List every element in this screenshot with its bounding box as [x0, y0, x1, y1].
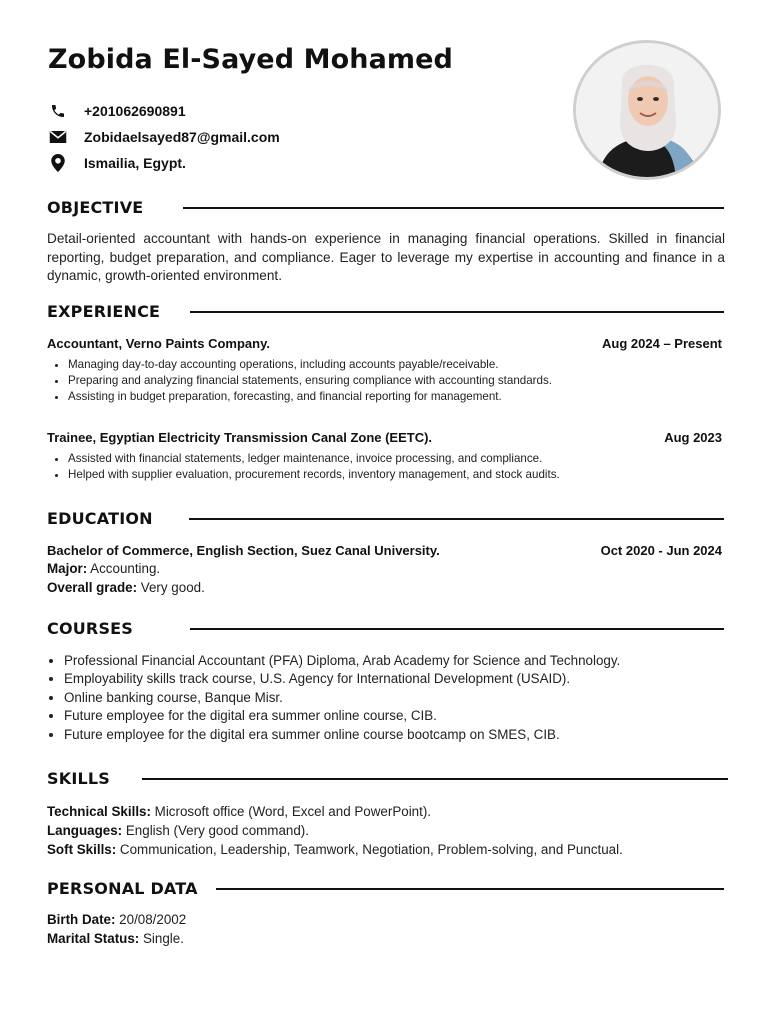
skills-title: SKILLS	[47, 769, 110, 788]
marital-status-line	[47, 930, 186, 949]
languages-label: Languages:	[47, 822, 123, 838]
technical-skills-label: Technical Skills:	[47, 804, 151, 819]
objective-text: Detail-oriented accountant with hands-on experience in managing financial operations. Skilled in financial reporting, budget preparation, and compliance. Eager to leverage my expertise in accounting and finance in a dynamic, growth-oriented environment.	[47, 231, 725, 283]
personal-divider	[216, 888, 724, 890]
technical-skills-value: Microsoft office (Word, Excel and PowerPoint).	[150, 804, 432, 819]
list-item: • Online banking course, Banque Misr.	[64, 689, 754, 707]
major-label: Major:	[47, 561, 88, 576]
location-text: Ismailia, Egypt.	[84, 155, 186, 171]
birth-date-value: 20/08/2002	[115, 912, 187, 927]
degree-date: Oct 2020 - Jun 2024	[600, 543, 722, 558]
list-item: • Future employee for the digital era summer online course bootcamp on SMES, CIB.	[64, 726, 754, 744]
candidate-name: Zobida El-Sayed Mohamed	[48, 44, 453, 75]
education-divider	[189, 518, 724, 520]
birth-date-line	[47, 911, 186, 930]
courses-divider	[190, 628, 724, 630]
skills-details	[47, 803, 623, 859]
mail-icon	[48, 127, 68, 147]
objective-divider	[183, 207, 724, 209]
birth-date-label: Birth Date:	[47, 912, 116, 927]
list-item: • Assisting in budget preparation, forecasting, and financial reporting for management.	[68, 389, 748, 405]
education-heading	[47, 509, 724, 528]
list-item: • Helped with supplier evaluation, procurement records, inventory management, and stock audits.	[68, 467, 748, 483]
courses-list	[47, 652, 754, 744]
list-item: • Employability skills track course, U.S. Agency for International Development (USAID).	[64, 670, 754, 688]
personal-heading	[47, 879, 724, 898]
education-header	[47, 543, 722, 558]
skills-divider	[142, 778, 728, 780]
job-2-header	[47, 430, 722, 445]
soft-skills-value: Communication, Leadership, Teamwork, Negotiation, Problem-solving, and Punctual.	[116, 841, 623, 857]
marital-status-label: Marital Status:	[47, 930, 140, 946]
objective-title: OBJECTIVE	[47, 198, 144, 217]
experience-title: EXPERIENCE	[47, 302, 161, 321]
phone-number: +201062690891	[84, 103, 186, 119]
job-2-title: Trainee, Egyptian Electricity Transmission Canal Zone (EETC).	[47, 430, 433, 445]
major-line	[47, 560, 205, 579]
list-item: • Future employee for the digital era summer online course, CIB.	[64, 707, 754, 725]
job-1-bullets	[52, 357, 748, 406]
job-1-date: Aug 2024 – Present	[602, 336, 722, 351]
contact-email	[48, 124, 280, 150]
contact-phone	[48, 98, 280, 124]
objective-heading	[47, 198, 724, 217]
personal-title: PERSONAL DATA	[47, 879, 198, 898]
email-address: Zobidaelsayed87@gmail.com	[84, 129, 280, 145]
soft-skills-line	[47, 841, 623, 860]
phone-icon	[48, 101, 68, 121]
profile-photo	[573, 40, 721, 180]
job-1-title: Accountant, Verno Paints Company.	[47, 336, 270, 351]
job-2-date: Aug 2023	[664, 430, 722, 445]
languages-value: English (Very good command).	[122, 822, 309, 838]
contact-info	[48, 98, 280, 176]
grade-label: Overall grade:	[47, 579, 138, 595]
list-item: • Managing day-to-day accounting operations, including accounts payable/receivable.	[68, 357, 748, 373]
courses-heading	[47, 619, 724, 638]
list-item: • Professional Financial Accountant (PFA) Diploma, Arab Academy for Science and Technology.	[64, 652, 754, 670]
job-2-bullets	[52, 451, 748, 483]
grade-value: Very good.	[137, 579, 205, 595]
education-details	[47, 560, 205, 598]
experience-divider	[190, 311, 724, 313]
personal-details	[47, 911, 186, 949]
technical-skills-line	[47, 803, 623, 822]
soft-skills-label: Soft Skills:	[47, 841, 117, 857]
degree-title: Bachelor of Commerce, English Section, Suez Canal University.	[47, 543, 440, 558]
languages-line	[47, 822, 623, 841]
experience-heading	[47, 302, 724, 321]
location-pin-icon	[48, 153, 68, 173]
list-item: • Assisted with financial statements, ledger maintenance, invoice processing, and compliance.	[68, 451, 748, 467]
list-item: • Preparing and analyzing financial statements, ensuring compliance with accounting standards.	[68, 373, 748, 389]
skills-heading	[47, 769, 728, 788]
job-1-header	[47, 336, 722, 351]
courses-title: COURSES	[47, 619, 134, 638]
major-value: Accounting.	[87, 561, 161, 576]
marital-status-value: Single.	[139, 930, 184, 946]
education-title: EDUCATION	[47, 509, 153, 528]
contact-location	[48, 150, 280, 176]
grade-line	[47, 579, 205, 598]
